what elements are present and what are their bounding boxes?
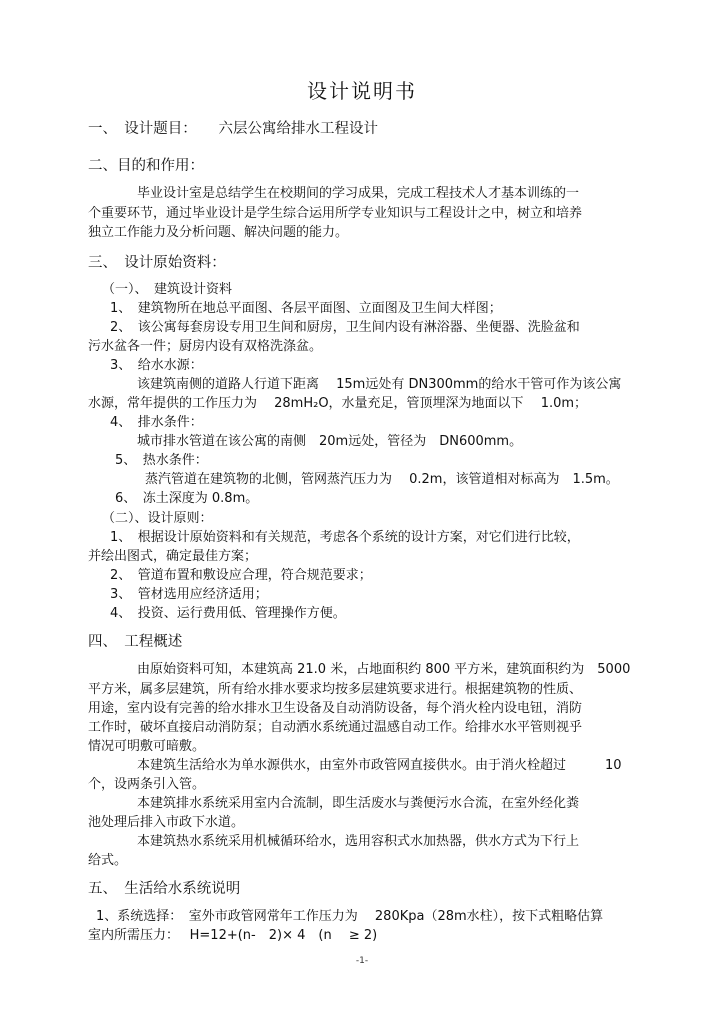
paragraph-line: 污水盆各一件；厨房内设有双格洗涤盆。 bbox=[88, 339, 323, 354]
paragraph-line: 独立工作能力及分析问题、解决问题的能力。 bbox=[88, 225, 349, 240]
list-item: 2、 管道布置和敷设应合理，符合规范要求； bbox=[110, 568, 372, 583]
paragraph-line: 蒸汽管道在建筑物的北侧，管网蒸汽压力为 0.2m，该管道相对标高为 1.5m。 bbox=[145, 472, 619, 487]
list-item: 1、 建筑物所在地总平面图、各层平面图、立面图及卫生间大样图； bbox=[110, 301, 502, 316]
list-item: 4、 投资、运行费用低、管理操作方便。 bbox=[110, 606, 346, 621]
paragraph-line: 工作时，破坏直接启动消防泵；自动洒水系统通过温感自动工作。给排水水平管则视乎 bbox=[88, 720, 583, 735]
paragraph-line: 由原始资料可知，本建筑高 21.0 米，占地面积约 800 平方米，建筑面积约为 5000 bbox=[137, 662, 631, 677]
section-heading-5: 五、 生活给水系统说明 bbox=[88, 881, 241, 897]
section-heading-2: 二、目的和作用： bbox=[88, 158, 204, 174]
paragraph-line: 给式。 bbox=[88, 853, 128, 868]
paragraph-line: 个，设两条引入管。 bbox=[88, 777, 206, 792]
paragraph-line: 池处理后排入市政下水道。 bbox=[88, 815, 245, 830]
subsection-heading: （二）、设计原则： bbox=[102, 511, 213, 526]
paragraph-line: 毕业设计室是总结学生在校期间的学习成果，完成工程技术人才基本训练的一 bbox=[137, 186, 580, 201]
document-title: 设计说明书 bbox=[307, 79, 417, 103]
paragraph-line: 用途，室内设有完善的给水排水卫生设备及自动消防设备，每个消火栓内设电钮，消防 bbox=[88, 701, 583, 716]
list-item: 3、 管材选用应经济适用； bbox=[110, 587, 268, 602]
paragraph-line: 水源，常年提供的工作压力为 28mH₂O，水量充足，管顶埋深为地面以下 1.0m； bbox=[88, 396, 588, 411]
paragraph-line: 该建筑南侧的道路人行道下距离 15m远处有 DN300mm的给水干管可作为该公寓 bbox=[137, 377, 622, 392]
list-item: 1、 根据设计原始资料和有关规范，考虑各个系统的设计方案，对它们进行比较， bbox=[110, 530, 580, 545]
paragraph-line: 本建筑生活给水为单水源供水，由室外市政管网直接供水。由于消火栓超过 10 bbox=[137, 758, 622, 773]
list-item: 4、 排水条件： bbox=[110, 415, 203, 430]
paragraph-line: 个重要环节，通过毕业设计是学生综合运用所学专业知识与工程设计之中，树立和培养 bbox=[88, 206, 583, 221]
section-heading-3: 三、 设计原始资料： bbox=[88, 255, 226, 271]
paragraph-line: 情况可明敷可暗敷。 bbox=[88, 739, 206, 754]
paragraph-line: 本建筑热水系统采用机械循环给水，选用容积式水加热器，供水方式为下行上 bbox=[137, 834, 580, 849]
section-heading-1: 一、 设计题目： 六层公寓给排水工程设计 bbox=[88, 121, 378, 137]
paragraph-line: 室内所需压力： H=12+(n- 2)× 4 (n ≥ 2) bbox=[88, 928, 378, 943]
section-heading-4: 四、 工程概述 bbox=[88, 634, 183, 650]
paragraph-line: 平方米，属多层建筑，所有给水排水要求均按多层建筑要求进行。根据建筑物的性质、 bbox=[88, 682, 583, 697]
list-item: 5、 热水条件： bbox=[115, 453, 208, 468]
paragraph-line: 城市排水管道在该公寓的南侧 20m远处，管径为 DN600mm。 bbox=[137, 434, 523, 449]
paragraph-line: 并绘出图式，确定最佳方案； bbox=[88, 549, 258, 564]
list-item: 6、 冻土深度为 0.8m。 bbox=[115, 491, 259, 506]
paragraph-line: 本建筑排水系统采用室内合流制，即生活废水与粪便污水合流，在室外经化粪 bbox=[137, 796, 580, 811]
paragraph-line: 1、系统选择： 室外市政管网常年工作压力为 280Kpa（28m水柱），按下式粗略估算 bbox=[96, 909, 604, 924]
list-item: 3、 给水水源： bbox=[110, 358, 203, 373]
subsection-heading: （一）、 建筑设计资料 bbox=[102, 282, 233, 297]
page-number: -1- bbox=[355, 956, 369, 966]
list-item: 2、 该公寓每套房设专用卫生间和厨房，卫生间内设有淋浴器、坐便器、洗脸盆和 bbox=[110, 320, 580, 335]
